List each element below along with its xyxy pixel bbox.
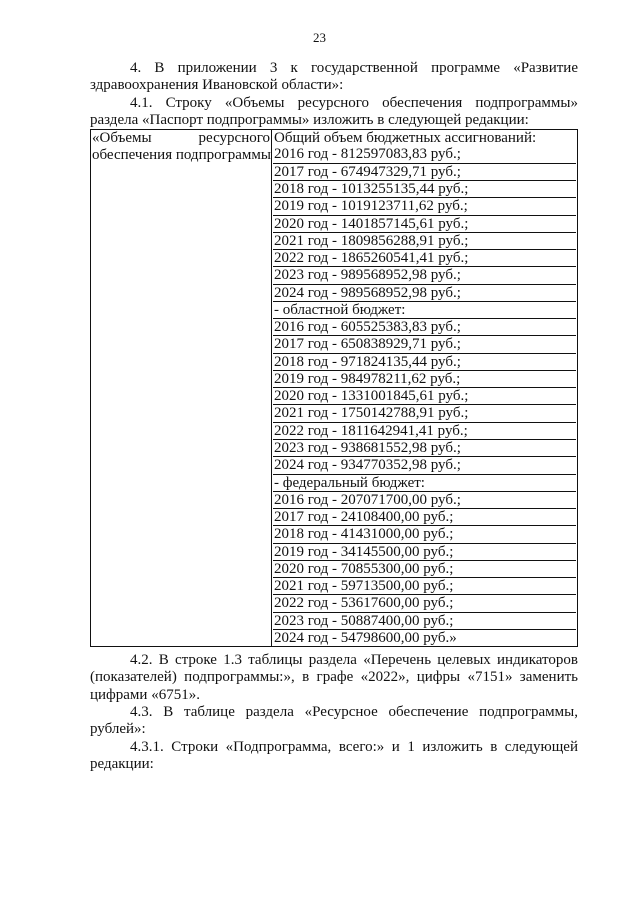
- table-value-line: 2022 год - 1865260541,41 руб.;: [273, 250, 576, 267]
- resource-table: [90, 129, 578, 647]
- table-value-line: 2019 год - 34145500,00 руб.;: [273, 544, 576, 561]
- table-value-line: 2020 год - 70855300,00 руб.;: [273, 561, 576, 578]
- table-value-line: 2019 год - 984978211,62 руб.;: [273, 371, 576, 388]
- table-value-line: 2017 год - 674947329,71 руб.;: [273, 164, 576, 181]
- paragraph-4-3: 4.3. В таблице раздела «Ресурсное обеспечение подпрограммы, рублей»:: [90, 704, 578, 738]
- table-value-line: - федеральный бюджет:: [273, 475, 576, 492]
- value-lines: [273, 130, 576, 646]
- paragraph-4-3-1: 4.3.1. Строки «Подпрограмма, всего:» и 1 изложить в следующей редакции:: [90, 738, 578, 772]
- table-value-line: 2018 год - 1013255135,44 руб.;: [273, 181, 576, 198]
- table-value-line: 2023 год - 989568952,98 руб.;: [273, 267, 576, 284]
- table-value-line: 2021 год - 59713500,00 руб.;: [273, 578, 576, 595]
- table-value-line: 2023 год - 938681552,98 руб.;: [273, 440, 576, 457]
- table-value-line: 2021 год - 1809856288,91 руб.;: [273, 233, 576, 250]
- table-cell-label: [91, 130, 272, 647]
- table-value-line: 2019 год - 1019123711,62 руб.;: [273, 198, 576, 215]
- table-value-line: 2018 год - 41431000,00 руб.;: [273, 526, 576, 543]
- table-value-line: 2024 год - 934770352,98 руб.;: [273, 457, 576, 474]
- label-line-2: обеспечения подпрограммы: [92, 147, 271, 164]
- page-number: 23: [313, 30, 326, 45]
- table-value-line: 2017 год - 24108400,00 руб.;: [273, 509, 576, 526]
- table-value-line: 2021 год - 1750142788,91 руб.;: [273, 405, 576, 422]
- table-value-line: 2020 год - 1331001845,61 руб.;: [273, 388, 576, 405]
- table-value-line: 2024 год - 54798600,00 руб.»: [274, 629, 457, 646]
- table-value-line: 2022 год - 1811642941,41 руб.;: [273, 423, 576, 440]
- paragraph-4: 4. В приложении 3 к государственной программе «Развитие здравоохранения Ивановской области»:: [90, 60, 578, 94]
- label-line-1: «Объемы ресурсного: [92, 130, 270, 147]
- paragraph-4-1: 4.1. Строку «Объемы ресурсного обеспечения подпрограммы» раздела «Паспорт подпрограммы» изложить в следующей редакции:: [90, 94, 578, 128]
- paragraph-4-2: 4.2. В строке 1.3 таблицы раздела «Перечень целевых индикаторов (показателей) подпрограммы:», в графе «2022», цифры «7151» заменить цифрами «6751».: [90, 652, 578, 703]
- table-value-line: 2023 год - 50887400,00 руб.;: [273, 613, 576, 630]
- table-cell-values: [272, 130, 578, 647]
- table-value-line: Общий объем бюджетных ассигнований:: [274, 130, 537, 147]
- table-row: [91, 130, 578, 647]
- table-value-line: 2016 год - 207071700,00 руб.;: [273, 492, 576, 509]
- table-value-line: 2016 год - 812597083,83 руб.;: [273, 146, 576, 163]
- table-value-line: 2017 год - 650838929,71 руб.;: [273, 336, 576, 353]
- table-value-line: 2016 год - 605525383,83 руб.;: [273, 319, 576, 336]
- table-value-line: 2022 год - 53617600,00 руб.;: [273, 595, 576, 612]
- table-value-line: 2024 год - 989568952,98 руб.;: [273, 285, 576, 302]
- table-value-line: 2020 год - 1401857145,61 руб.;: [273, 216, 576, 233]
- table-value-line: 2018 год - 971824135,44 руб.;: [273, 354, 576, 371]
- document-body: [90, 60, 578, 773]
- table-value-line: - областной бюджет:: [273, 302, 576, 319]
